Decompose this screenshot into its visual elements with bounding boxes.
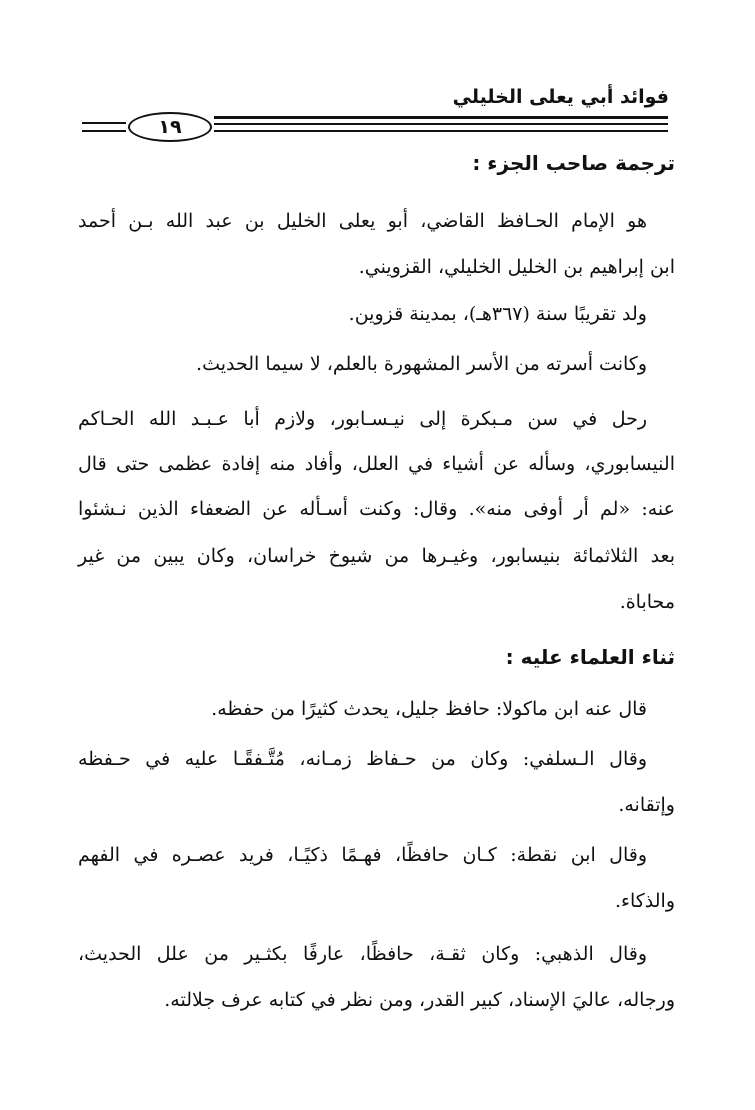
- text-line: وقال ابن نقطة: كـان حافظًا، فهـمًا ذكيًـا، فريد عصـره في الفهم: [78, 844, 647, 866]
- text-line: قال عنه ابن ماكولا: حافظ جليل، يحدث كثيرًا من حفظه.: [211, 698, 647, 720]
- text-line: بعد الثلاثمائة بنيسابور، وغيـرها من شيوخ خراسان، وكان يبين من غير: [78, 545, 675, 567]
- text-line: النيسابوري، وسأله عن أشياء في العلل، وأفاد منه إفادة عظمى حتى قال: [78, 453, 675, 475]
- section-heading-biography: ترجمة صاحب الجزء :: [472, 151, 675, 175]
- text-line: وإتقانه.: [618, 794, 675, 816]
- text-line: ولد تقريبًا سنة (٣٦٧هـ)، بمدينة قزوين.: [348, 303, 647, 325]
- text-line: وكانت أسرته من الأسر المشهورة بالعلم، لا سيما الحديث.: [196, 353, 647, 375]
- page-number: ١٩: [158, 115, 182, 138]
- section-heading-praise: ثناء العلماء عليه :: [505, 645, 675, 669]
- text-line: والذكاء.: [614, 890, 675, 912]
- text-line: عنه: «لم أر أوفى منه». وقال: وكنت أسـأله عن الضعفاء الذين نـشئوا: [78, 498, 675, 520]
- text-line: وقال الذهبي: وكان ثقـة، حافظًا، عارفًا بكثـير من علل الحديث،: [78, 943, 647, 965]
- running-title: فوائد أبي يعلى الخليلي: [452, 86, 669, 108]
- text-line: رحل في سن مـبكرة إلى نيـسـابور، ولازم أبا عـبـد الله الحـاكم: [78, 408, 647, 430]
- text-line: ابن إبراهيم بن الخليل الخليلي، القزويني.: [358, 256, 675, 278]
- text-line: وقال الـسلفي: وكان من حـفاظ زمـانه، مُتَّـفقًـا عليه في حـفظه: [78, 748, 647, 770]
- text-line: محاباة.: [619, 591, 675, 613]
- page-number-frame: [128, 112, 212, 142]
- text-line: هو الإمام الحـافظ القاضي، أبو يعلى الخليل بن عبد الله بـن أحمد: [78, 210, 647, 232]
- text-line: ورجاله، عاليَ الإسناد، كبير القدر، ومن نظر في كتابه عرف جلالته.: [164, 989, 675, 1011]
